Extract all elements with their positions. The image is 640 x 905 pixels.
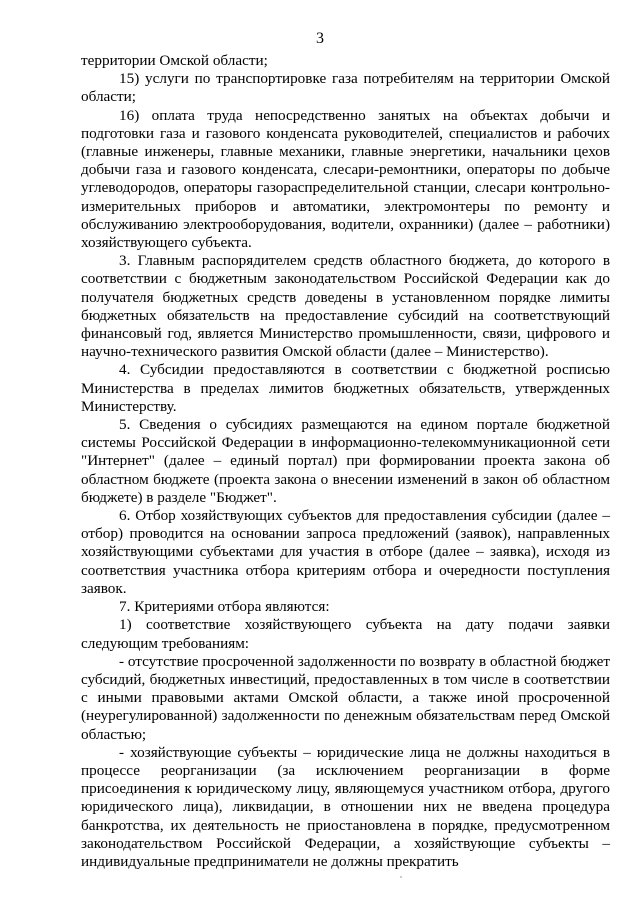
paragraph-item-15: 15) услуги по транспортировке газа потребителям на территории Омской области; — [81, 70, 610, 106]
paragraph-continuation: территории Омской области; — [81, 52, 268, 69]
paragraph-clause-3: 3. Главным распорядителем средств областного бюджета, до которого в соответствии с бюджетным законодательством Российской Федерации как до получателя бюджетных средств доведены в установленном порядке лимиты бюджетных обязательств на предоставление субсидий на соответствующий финансовый год, является Министерство промышленности, связи, цифрового и научно-технического развития Омской области (далее – Министерство). — [81, 252, 610, 361]
paragraph-item-16: 16) оплата труда непосредственно занятых на объектах добычи и подготовки газа и газового конденсата руководителей, специалистов и рабочих (главные инженеры, главные механики, главные энергетики, начальники цехов добычи газа и газового конденсата, слесари-ремонтники, операторы по добыче углеводородов, операторы газораспределительной станции, слесари контрольно-измерительных приборов и автоматики, электромонтеры по ремонту и обслуживанию электрооборудования, водители, охранники) (далее – работники) хозяйствующего субъекта. — [81, 106, 610, 252]
paragraph-requirement-reorganization: - хозяйствующие субъекты – юридические лица не должны находиться в процессе реорганизации (за исключением реорганизации в форме присоединения к юридическому лицу, являющемуся участником отбора, другого юридического лица), ликвидации, в отношении них не введена процедура банкротства, их деятельность не приостановлена в порядке, предусмотренном законодательством Российской Федерации, а хозяйствующие субъекты – индивидуальные предприниматели не должны прекратить — [81, 743, 610, 870]
document-body — [81, 52, 610, 871]
paragraph-clause-4: 4. Субсидии предоставляются в соответствии с бюджетной росписью Министерства в пределах лимитов бюджетных обязательств, утвержденных Министерству. — [81, 361, 610, 415]
paragraph-clause-6: 6. Отбор хозяйствующих субъектов для предоставления субсидии (далее – отбор) проводится на основании запроса предложений (заявок), направленных хозяйствующими субъектами для участия в отборе (далее – заявка), исходя из соответствия участника отбора критериям отбора и очередности поступления заявок. — [81, 507, 610, 597]
scan-speck — [400, 876, 402, 878]
paragraph-criterion-1: 1) соответствие хозяйствующего субъекта на дату подачи заявки следующим требованиям: — [81, 616, 610, 652]
page-number: 3 — [316, 30, 324, 47]
paragraph-clause-7: 7. Критериями отбора являются: — [119, 598, 330, 616]
paragraph-requirement-debt: - отсутствие просроченной задолженности по возврату в областной бюджет субсидий, бюджетных инвестиций, предоставленных в том числе в соответствии с иными правовыми актами Омской области, а также иной просроченной (неурегулированной) задолженности по денежным обязательствам перед Омской областью; — [81, 652, 610, 743]
paragraph-clause-5: 5. Сведения о субсидиях размещаются на едином портале бюджетной системы Российской Федерации в информационно-телекоммуникационной сети "Интернет" (далее – единый портал) при формировании проекта закона об областном бюджете (проекта закона о внесении изменений в закон об областном бюджете) в разделе "Бюджет". — [81, 416, 610, 506]
